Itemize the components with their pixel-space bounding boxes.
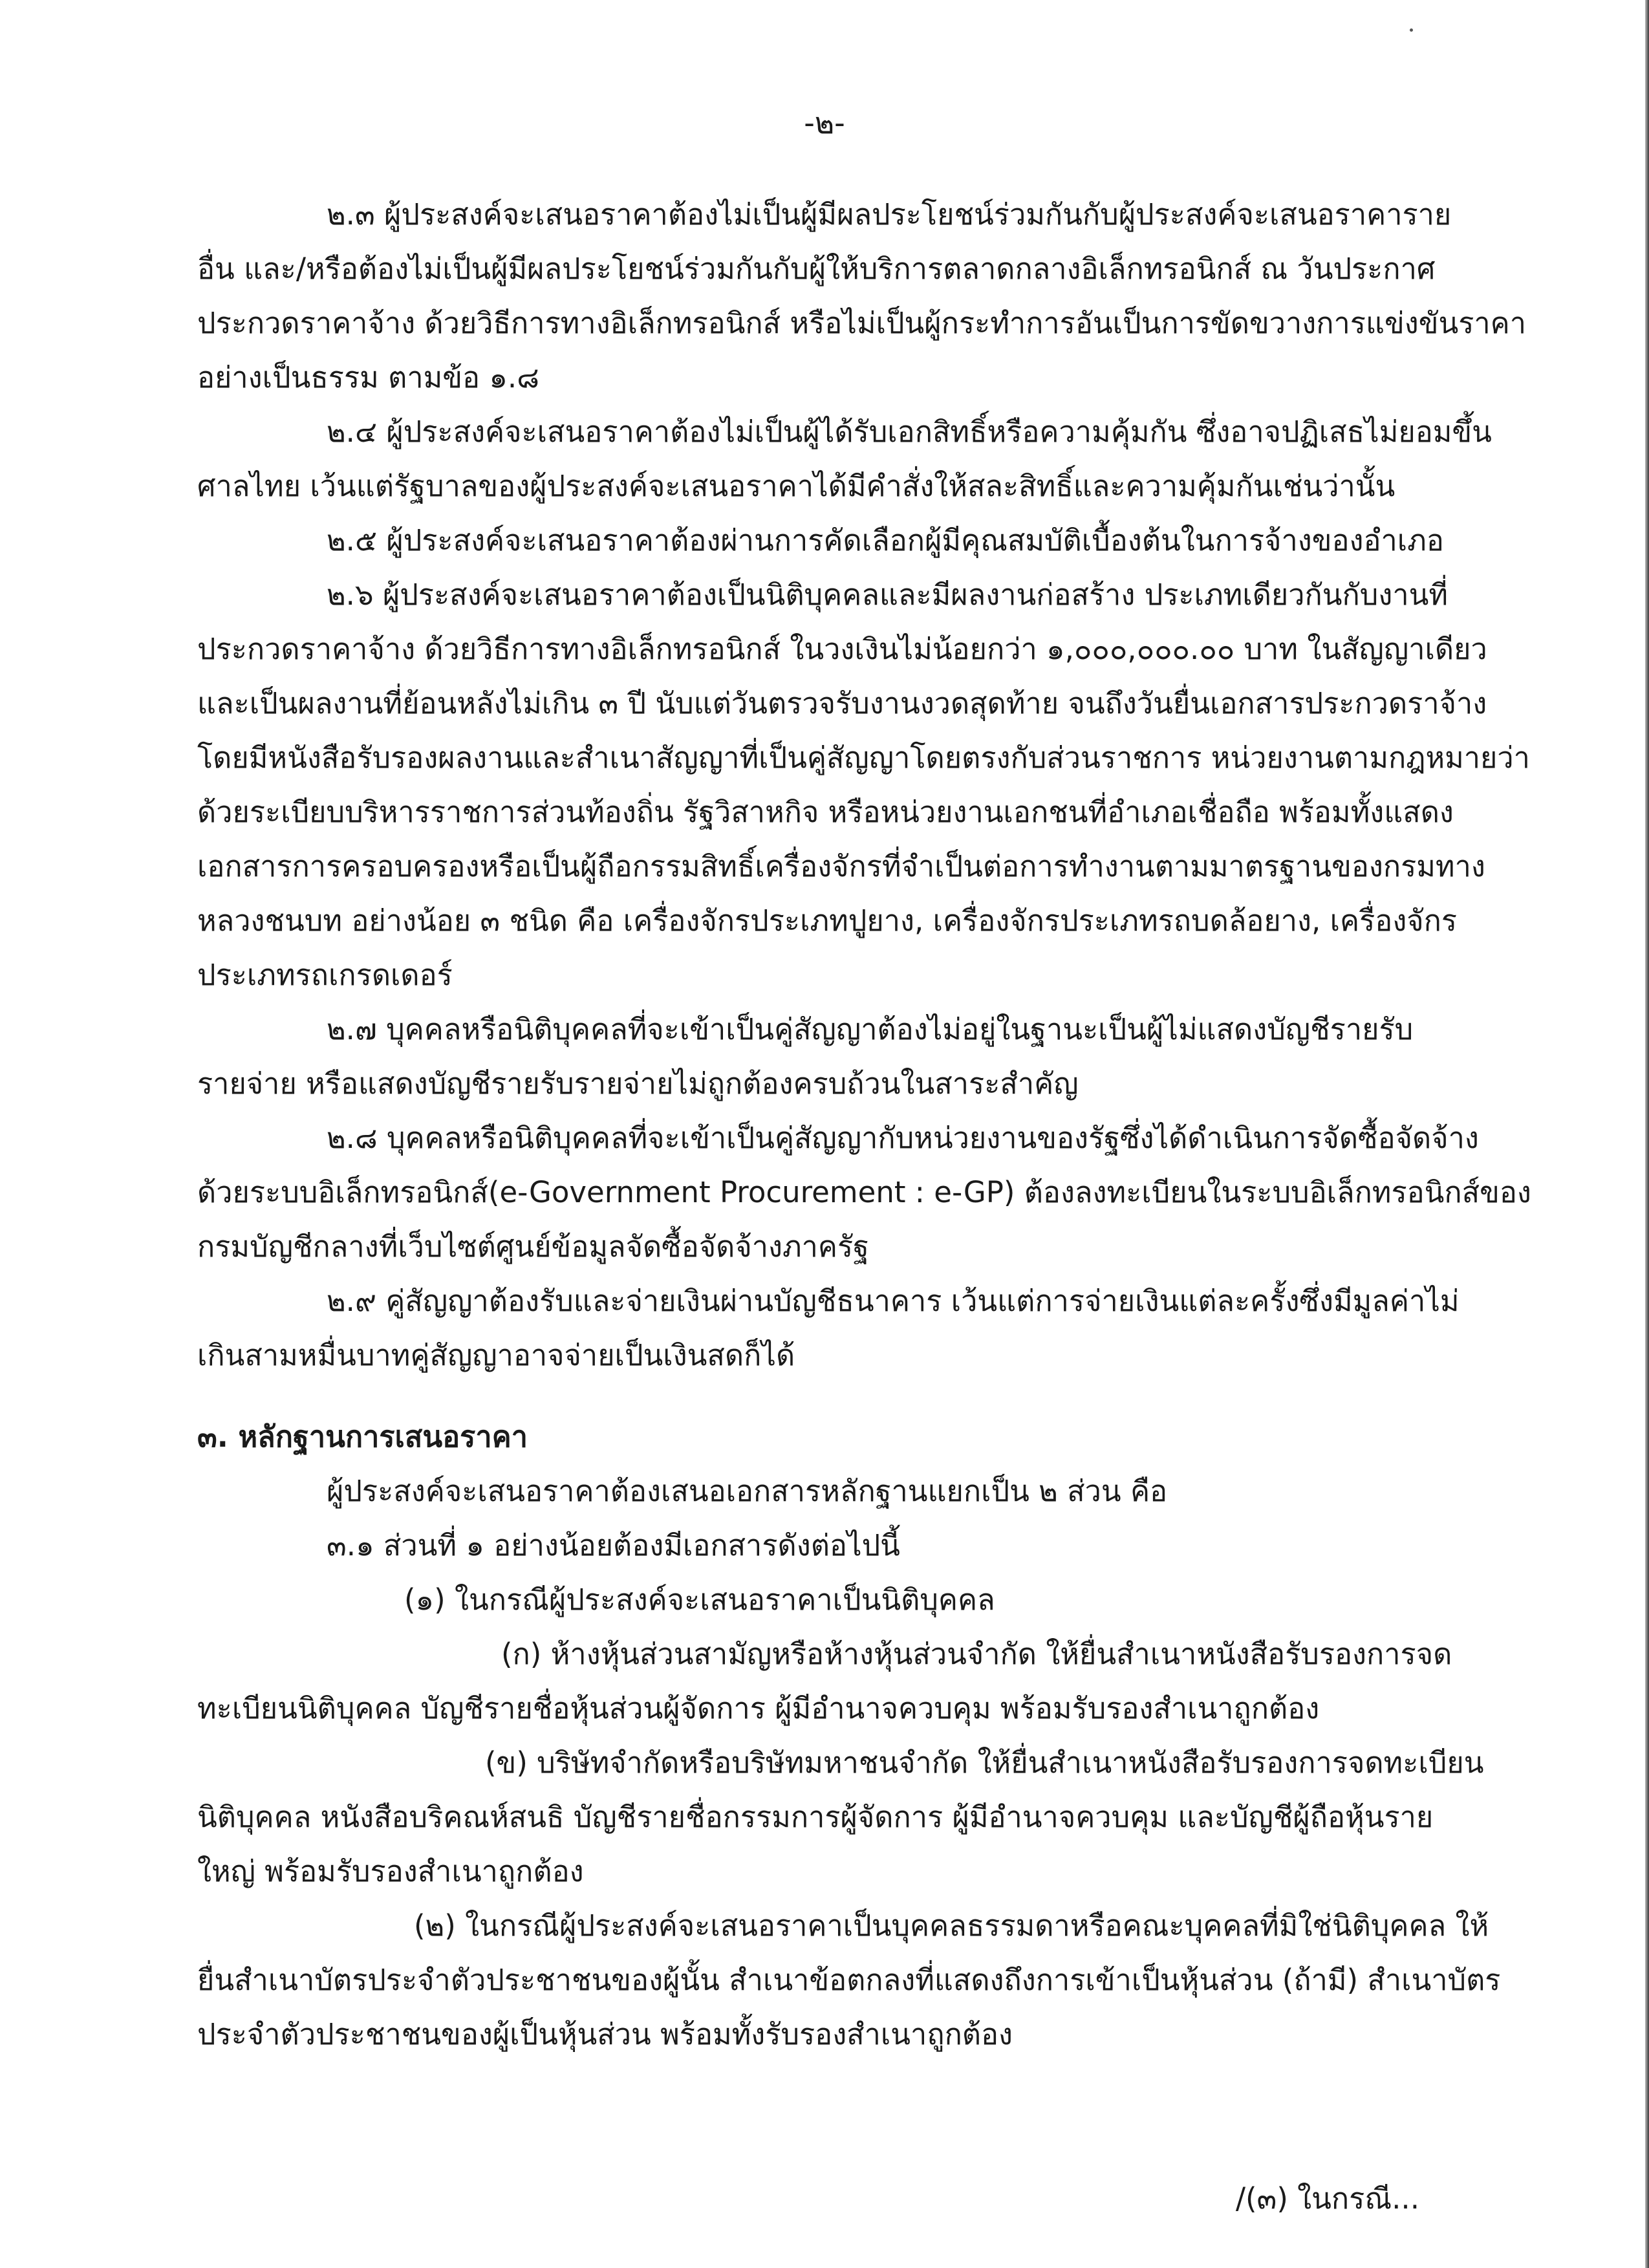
text-line: (๑) ในกรณีผู้ประสงค์จะเสนอราคาเป็นนิติบุคคล xyxy=(404,1582,995,1617)
section-heading: ๓. หลักฐานการเสนอราคา xyxy=(197,1420,528,1454)
text-line: ทะเบียนนิติบุคคล บัญชีรายชื่อหุ้นส่วนผู้จัดการ ผู้มีอำนาจควบคุม พร้อมรับรองสำเนาถูกต้อง xyxy=(197,1691,1320,1725)
text-line: ประกวดราคาจ้าง ด้วยวิธีการทางอิเล็กทรอนิกส์ หรือไม่เป็นผู้กระทำการอันเป็นการขัดขวางการแข่งขันราคา xyxy=(197,306,1527,340)
text-line: อย่างเป็นธรรม ตามข้อ ๑.๘ xyxy=(197,360,539,394)
text-line: ประกวดราคาจ้าง ด้วยวิธีการทางอิเล็กทรอนิกส์ ในวงเงินไม่น้อยกว่า ๑,๐๐๐,๐๐๐.๐๐ บาท ในสัญญาเดียว xyxy=(197,632,1487,666)
text-line: ผู้ประสงค์จะเสนอราคาต้องเสนอเอกสารหลักฐานแยกเป็น ๒ ส่วน คือ xyxy=(327,1474,1168,1508)
text-line: หลวงชนบท อย่างน้อย ๓ ชนิด คือ เครื่องจักรประเภทปูยาง, เครื่องจักรประเภทรถบดล้อยาง, เครื่องจักร xyxy=(197,903,1458,938)
text-line: ด้วยระเบียบบริหารราชการส่วนท้องถิ่น รัฐวิสาหกิจ หรือหน่วยงานเอกชนที่อำเภอเชื่อถือ พร้อมทั้งแสดง xyxy=(197,795,1454,829)
text-line: ๒.๗ บุคคลหรือนิติบุคคลที่จะเข้าเป็นคู่สัญญาต้องไม่อยู่ในฐานะเป็นผู้ไม่แสดงบัญชีรายรับ xyxy=(327,1012,1414,1046)
text-line: ๓.๑ ส่วนที่ ๑ อย่างน้อยต้องมีเอกสารดังต่อไปนี้ xyxy=(327,1528,900,1562)
text-line: ด้วยระบบอิเล็กทรอนิกส์(e-Government Procurement : e-GP) ต้องลงทะเบียนในระบบอิเล็กทรอนิกส์ของ xyxy=(197,1175,1531,1209)
text-line: ๒.๔ ผู้ประสงค์จะเสนอราคาต้องไม่เป็นผู้ได้รับเอกสิทธิ์หรือความคุ้มกัน ซึ่งอาจปฏิเสธไม่ยอมขึ้น xyxy=(327,415,1492,449)
text-line: ๒.๖ ผู้ประสงค์จะเสนอราคาต้องเป็นนิติบุคคลและมีผลงานก่อสร้าง ประเภทเดียวกันกับงานที่ xyxy=(327,578,1449,612)
page-number: -๒- xyxy=(804,105,845,140)
text-line: ประเภทรถเกรดเดอร์ xyxy=(197,958,453,992)
text-line: ศาลไทย เว้นแต่รัฐบาลของผู้ประสงค์จะเสนอราคาได้มีคำสั่งให้สละสิทธิ์และความคุ้มกันเช่นว่านั้น xyxy=(197,469,1396,503)
text-line: ประจำตัวประชาชนของผู้เป็นหุ้นส่วน พร้อมทั้งรับรองสำเนาถูกต้อง xyxy=(197,2017,1013,2051)
text-line: ๒.๙ คู่สัญญาต้องรับและจ่ายเงินผ่านบัญชีธนาคาร เว้นแต่การจ่ายเงินแต่ละครั้งซึ่งมีมูลค่าไม่ xyxy=(327,1284,1460,1318)
document-body xyxy=(197,188,1531,2062)
text-line: (๒) ในกรณีผู้ประสงค์จะเสนอราคาเป็นบุคคลธรรมดาหรือคณะบุคคลที่มิใช่นิติบุคคล ให้ xyxy=(414,1908,1489,1943)
text-line: นิติบุคคล หนังสือบริคณห์สนธิ บัญชีรายชื่อกรรมการผู้จัดการ ผู้มีอำนาจควบคุม และบัญชีผู้ถือหุ้นราย xyxy=(197,1800,1434,1834)
text-line: เอกสารการครอบครองหรือเป็นผู้ถือกรรมสิทธิ์เครื่องจักรที่จำเป็นต่อการทำงานตามมาตรฐานของกรมทาง xyxy=(197,849,1485,883)
continuation-note: /(๓) ในกรณี... xyxy=(1235,2181,1419,2216)
text-line: รายจ่าย หรือแสดงบัญชีรายรับรายจ่ายไม่ถูกต้องครบถ้วนในสาระสำคัญ xyxy=(197,1066,1079,1101)
text-line: และเป็นผลงานที่ย้อนหลังไม่เกิน ๓ ปี นับแต่วันตรวจรับงานงวดสุดท้าย จนถึงวันยื่นเอกสารประกวดราจ้าง xyxy=(197,686,1487,720)
text-line: ๒.๘ บุคคลหรือนิติบุคคลที่จะเข้าเป็นคู่สัญญากับหน่วยงานของรัฐซึ่งได้ดำเนินการจัดซื้อจัดจ้าง xyxy=(327,1121,1479,1155)
scan-speck xyxy=(1410,28,1413,32)
text-line: (ข) บริษัทจำกัดหรือบริษัทมหาชนจำกัด ให้ยื่นสำเนาหนังสือรับรองการจดทะเบียน xyxy=(485,1745,1484,1780)
scan-edge xyxy=(1645,0,1649,2268)
text-line: (ก) ห้างหุ้นส่วนสามัญหรือห้างหุ้นส่วนจำกัด ให้ยื่นสำเนาหนังสือรับรองการจด xyxy=(501,1637,1452,1671)
text-line: ใหญ่ พร้อมรับรองสำเนาถูกต้อง xyxy=(197,1854,584,1888)
text-line: กรมบัญชีกลางที่เว็บไซต์ศูนย์ข้อมูลจัดซื้อจัดจ้างภาครัฐ xyxy=(197,1229,869,1264)
section-spacer xyxy=(197,1383,1419,1410)
text-line: โดยมีหนังสือรับรองผลงานและสำเนาสัญญาที่เป็นคู่สัญญาโดยตรงกับส่วนราชการ หน่วยงานตามกฎหมายว่า xyxy=(197,740,1530,775)
text-line: ๒.๓ ผู้ประสงค์จะเสนอราคาต้องไม่เป็นผู้มีผลประโยชน์ร่วมกันกับผู้ประสงค์จะเสนอราคาราย xyxy=(327,197,1452,232)
text-line: อื่น และ/หรือต้องไม่เป็นผู้มีผลประโยชน์ร่วมกันกับผู้ให้บริการตลาดกลางอิเล็กทรอนิกส์ ณ วันประกาศ xyxy=(197,252,1436,286)
text-line: เกินสามหมื่นบาทคู่สัญญาอาจจ่ายเป็นเงินสดก็ได้ xyxy=(197,1338,795,1372)
text-line: ๒.๕ ผู้ประสงค์จะเสนอราคาต้องผ่านการคัดเลือกผู้มีคุณสมบัติเบื้องต้นในการจ้างของอำเภอ xyxy=(327,523,1444,557)
text-line: ยื่นสำเนาบัตรประจำตัวประชาชนของผู้นั้น สำเนาข้อตกลงที่แสดงถึงการเข้าเป็นหุ้นส่วน (ถ้ามี) สำเนาบัตร xyxy=(197,1963,1501,1997)
